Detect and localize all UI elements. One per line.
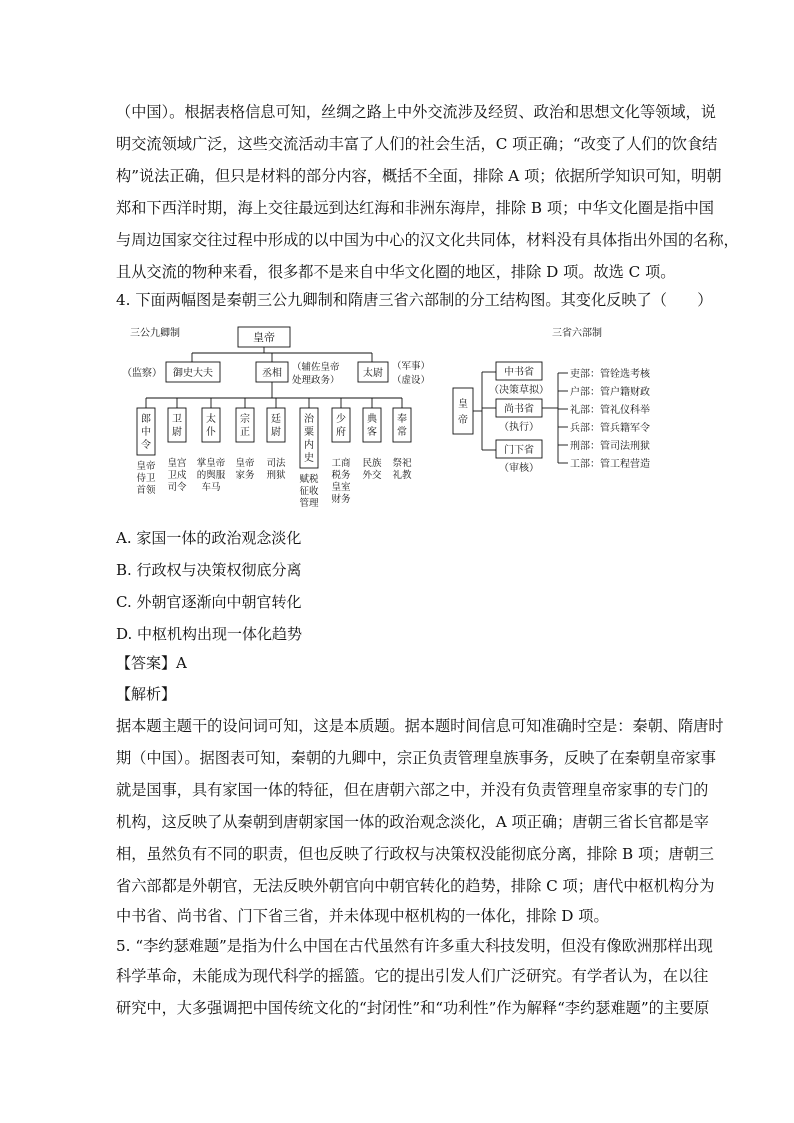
qing-duty-line: 司令 [167, 482, 187, 493]
qing-duty-line: 首领 [136, 485, 156, 496]
paragraph-line: （中国）。根据表格信息可知，丝绸之路上中外交流涉及经贸、政治和思想文化等领域，说 [116, 103, 716, 121]
paragraph-line: 且从交流的物种来看，很多都不是来自中华文化圈的地区，排除 D 项。故选 C 项。 [116, 263, 676, 281]
sangong-jiuqing-diagram [122, 326, 430, 509]
zhongshu-label: 中书省 [504, 367, 534, 378]
paragraph-line: 与周边国家交往过程中形成的以中国为中心的汉文化共同体，材料没有具体指出外国的名称， [116, 231, 739, 249]
analysis-line: 期（中国）。据图表可知，秦朝的九卿中，宗正负责管理皇族事务，反映了在秦朝皇帝家事 [116, 749, 716, 767]
taiwei-note-2: （虚设） [392, 375, 431, 386]
paragraph-line: 郑和下西洋时期，海上交往最远到达红海和非洲东海岸，排除 B 项；中华文化圈是指中国 [116, 199, 714, 217]
qing-name-char: 少 [336, 414, 346, 425]
emperor-char-1: 皇 [458, 399, 468, 410]
qing-duty-line: 征收 [299, 486, 319, 497]
sansheng-liubu-diagram [453, 326, 651, 474]
bu-item: 工部：管工程营造 [570, 459, 650, 470]
qing-duty-line: 民族 [362, 458, 382, 469]
option-d: D. 中枢机构出现一体化趋势 [116, 625, 303, 643]
analysis-label: 【解析】 [116, 685, 177, 703]
qing-name-char: 正 [240, 427, 250, 438]
question-5-line: 研究中，大多强调把中国传统文化的“封闭性”和“功利性”作为解释“李约瑟难题”的主要原 [116, 999, 710, 1017]
chengxiang-note-1: （辅佐皇帝 [292, 362, 340, 373]
question-5-line: 科学革命，未能成为现代科学的摇篮。它的提出引发人们广泛研究。有学者认为，在以往 [116, 967, 709, 985]
taiwei-note-1: （军事） [392, 361, 431, 372]
qing-duty-line: 掌皇帝 [196, 458, 226, 469]
option-c: C. 外朝官逐渐向中朝官转化 [116, 593, 302, 611]
qing-duty-line: 皇宫 [167, 458, 187, 469]
zhongshu-role: （决策草拟） [489, 385, 549, 396]
emperor-label: 皇帝 [253, 331, 275, 344]
emperor-box-right [453, 388, 473, 434]
qing-name-char: 仆 [206, 427, 216, 438]
qing-name-char: 令 [141, 440, 151, 451]
qing-name-char: 常 [397, 427, 407, 438]
qing-name-char: 卫 [172, 414, 182, 425]
chengxiang-note-2: 处理政务） [292, 375, 340, 386]
bu-item: 兵部：管兵籍军令 [570, 423, 650, 434]
shangshu-label: 尚书省 [504, 404, 534, 415]
qing-name-char: 内 [304, 440, 314, 451]
menxia-label: 门下省 [504, 445, 534, 456]
question-5-line: 5. “李约瑟难题”是指为什么中国在古代虽然有许多重大科技发明，但没有像欧洲那样出现 [116, 937, 713, 955]
qing-duty-line: 祭祀 [392, 458, 412, 469]
qing-duty-line: 赋税 [299, 474, 319, 485]
option-b: B. 行政权与决策权彻底分离 [116, 561, 302, 579]
qing-name-char: 廷 [271, 414, 281, 425]
qing-duty-line: 皇室 [331, 482, 351, 493]
qing-duty-line: 外交 [362, 470, 382, 481]
qing-duty-line: 管理 [299, 498, 319, 509]
qing-name-char: 粟 [304, 427, 314, 438]
analysis-line: 省六部都是外朝官，无法反映外朝官向中朝官转化的趋势，排除 C 项；唐代中枢机构分为 [116, 877, 715, 895]
bu-item: 吏部：管铨选考核 [570, 369, 650, 380]
qing-duty-line: 侍卫 [136, 473, 156, 484]
qing-duty-line: 刑狱 [266, 470, 286, 481]
analysis-line: 据本题主题干的设问词可知，这是本质题。据本题时间信息可知准确时空是：秦朝、隋唐时 [116, 717, 724, 735]
taiwei-label: 太尉 [363, 368, 383, 379]
yushidafu-label: 御史大夫 [173, 368, 213, 379]
qing-duty-line: 皇帝 [235, 458, 255, 469]
qing-name-char: 客 [367, 427, 377, 438]
qing-name-char: 治 [304, 414, 314, 425]
question-4-stem: 4. 下面两幅图是秦朝三公九卿制和隋唐三省六部制的分工结构图。其变化反映了（ ） [116, 291, 713, 309]
qing-name-char: 典 [367, 414, 377, 425]
answer-label: 【答案】A [116, 654, 187, 672]
bu-item: 户部：管户籍财政 [570, 387, 650, 398]
analysis-line: 就是国事，具有家国一体的特征，但在唐朝六部之中，并没有负责管理皇帝家事的专门的 [116, 781, 709, 799]
emperor-char-2: 帝 [458, 415, 468, 426]
bu-item: 刑部：管司法刑狱 [570, 441, 650, 452]
qing-duty-line: 车马 [201, 482, 221, 493]
qing-name-char: 史 [304, 453, 314, 464]
qing-duty-line: 皇帝 [136, 461, 156, 472]
qing-duty-line: 税务 [331, 470, 351, 481]
diagram-right-title: 三省六部制 [552, 328, 602, 339]
qing-name-char: 府 [336, 427, 346, 438]
shangshu-role: （执行） [499, 422, 539, 433]
qing-duty-line: 卫戍 [167, 470, 187, 481]
option-a: A. 家国一体的政治观念淡化 [116, 529, 302, 547]
qing-duty-line: 司法 [266, 458, 286, 469]
paragraph-line: 构”说法正确，但只是材料的部分内容，概括不全面，排除 A 项；依据所学知识可知，明朝 [116, 167, 722, 185]
qing-name-char: 奉 [397, 414, 407, 425]
qing-name-char: 太 [206, 414, 216, 425]
qing-duty-line: 财务 [331, 494, 351, 505]
qing-name-char: 宗 [240, 414, 250, 425]
diagram-left-title: 三公九卿制 [130, 328, 180, 339]
qing-duty-line: 工商 [331, 458, 351, 469]
yushi-note: （监察） [122, 368, 162, 379]
structure-diagrams [0, 316, 794, 526]
paragraph-line: 明交流领域广泛，这些交流活动丰富了人们的社会生活，C 项正确；“改变了人们的饮食结 [116, 135, 718, 153]
bu-item: 礼部：管礼仪科举 [570, 405, 650, 416]
chengxiang-label: 丞相 [262, 368, 282, 379]
analysis-line: 相，虽然负有不同的职责，但也反映了行政权与决策权没能彻底分离，排除 B 项；唐朝三 [116, 845, 714, 863]
qing-duty-line: 的舆服 [196, 470, 226, 481]
qing-name-char: 郎 [141, 414, 151, 425]
analysis-line: 机构，这反映了从秦朝到唐朝家国一体的政治观念淡化，A 项正确；唐朝三省长官都是宰 [116, 813, 709, 831]
menxia-role: （审核） [499, 463, 539, 474]
qing-duty-line: 礼教 [392, 470, 412, 481]
qing-name-char: 中 [141, 427, 151, 438]
analysis-line: 中书省、尚书省、门下省三省，并未体现中枢机构的一体化，排除 D 项。 [116, 907, 609, 925]
qing-duty-line: 家务 [235, 470, 255, 481]
qing-name-char: 尉 [172, 427, 182, 438]
qing-name-char: 尉 [271, 427, 281, 438]
